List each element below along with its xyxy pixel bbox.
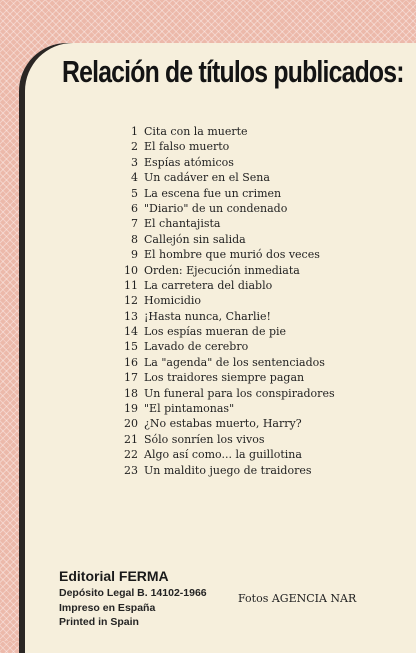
title-row [98, 416, 398, 431]
title-row [98, 201, 398, 216]
title-name: "Diario" de un condenado [144, 201, 288, 215]
title-name: ¿No estabas muerto, Harry? [144, 417, 302, 431]
title-row [98, 447, 398, 462]
title-row [98, 370, 398, 385]
title-number: 18 [124, 386, 138, 400]
title-number: 5 [131, 186, 138, 200]
title-name: Homicidio [144, 294, 202, 308]
title-row [98, 124, 398, 139]
title-row [98, 263, 398, 278]
title-number: 8 [131, 232, 138, 246]
title-row [98, 463, 398, 478]
title-name: ¡Hasta nunca, Charlie! [144, 309, 271, 323]
title-row [98, 278, 398, 293]
title-name: Los traidores siempre pagan [144, 371, 305, 385]
page-title: Relación de títulos publicados: [62, 54, 404, 89]
title-number: 10 [124, 263, 138, 277]
title-name: Algo así como... la guillotina [144, 448, 302, 462]
publisher-name: Editorial FERMA [59, 568, 169, 584]
title-name: La carretera del diablo [144, 278, 273, 292]
title-number: 11 [124, 278, 138, 292]
title-row [98, 170, 398, 185]
legal-deposit: Depósito Legal B. 14102-1966 [59, 587, 207, 599]
title-name: El falso muerto [144, 140, 230, 154]
title-name: Los espías mueran de pie [144, 325, 287, 339]
title-row [98, 139, 398, 154]
title-number: 23 [124, 463, 138, 477]
title-name: El chantajista [144, 217, 221, 231]
title-row [98, 339, 398, 354]
title-number: 19 [124, 402, 138, 416]
title-number: 21 [124, 432, 138, 446]
title-row [98, 309, 398, 324]
title-name: Un maldito juego de traidores [144, 463, 312, 477]
title-number: 15 [124, 340, 138, 354]
title-number: 9 [131, 248, 138, 262]
photo-credit: Fotos AGENCIA NAR [238, 592, 357, 605]
title-name: Un cadáver en el Sena [144, 171, 270, 185]
title-number: 12 [124, 294, 138, 308]
title-name: Orden: Ejecución inmediata [144, 263, 300, 277]
title-number: 16 [124, 355, 138, 369]
title-name: Un funeral para los conspiradores [144, 386, 335, 400]
title-row [98, 386, 398, 401]
title-row [98, 432, 398, 447]
title-name: Callejón sin salida [144, 232, 246, 246]
title-name: Lavado de cerebro [144, 340, 249, 354]
title-row [98, 293, 398, 308]
title-number: 2 [131, 140, 138, 154]
title-number: 7 [131, 217, 138, 231]
title-name: Sólo sonríen los vivos [144, 432, 265, 446]
title-number: 3 [131, 155, 138, 169]
title-row [98, 401, 398, 416]
title-number: 20 [124, 417, 138, 431]
titles-list [98, 124, 398, 478]
title-row [98, 155, 398, 170]
title-row [98, 232, 398, 247]
title-name: El hombre que murió dos veces [144, 248, 320, 262]
title-number: 17 [124, 371, 138, 385]
printed-in-spanish: Impreso en España [59, 602, 156, 614]
title-row [98, 324, 398, 339]
title-number: 4 [131, 171, 138, 185]
title-name: La escena fue un crimen [144, 186, 282, 200]
title-number: 1 [131, 125, 138, 138]
title-number: 13 [124, 309, 138, 323]
title-number: 14 [124, 325, 138, 339]
title-number: 6 [131, 201, 138, 215]
title-row [98, 186, 398, 201]
title-row [98, 355, 398, 370]
title-name: Cita con la muerte [144, 125, 248, 138]
title-name: Espías atómicos [144, 155, 234, 169]
title-name: "El pintamonas" [144, 402, 235, 416]
title-row [98, 216, 398, 231]
title-row [98, 247, 398, 262]
printed-in-english: Printed in Spain [59, 616, 139, 628]
title-name: La "agenda" de los sentenciados [144, 355, 325, 369]
title-number: 22 [124, 448, 138, 462]
